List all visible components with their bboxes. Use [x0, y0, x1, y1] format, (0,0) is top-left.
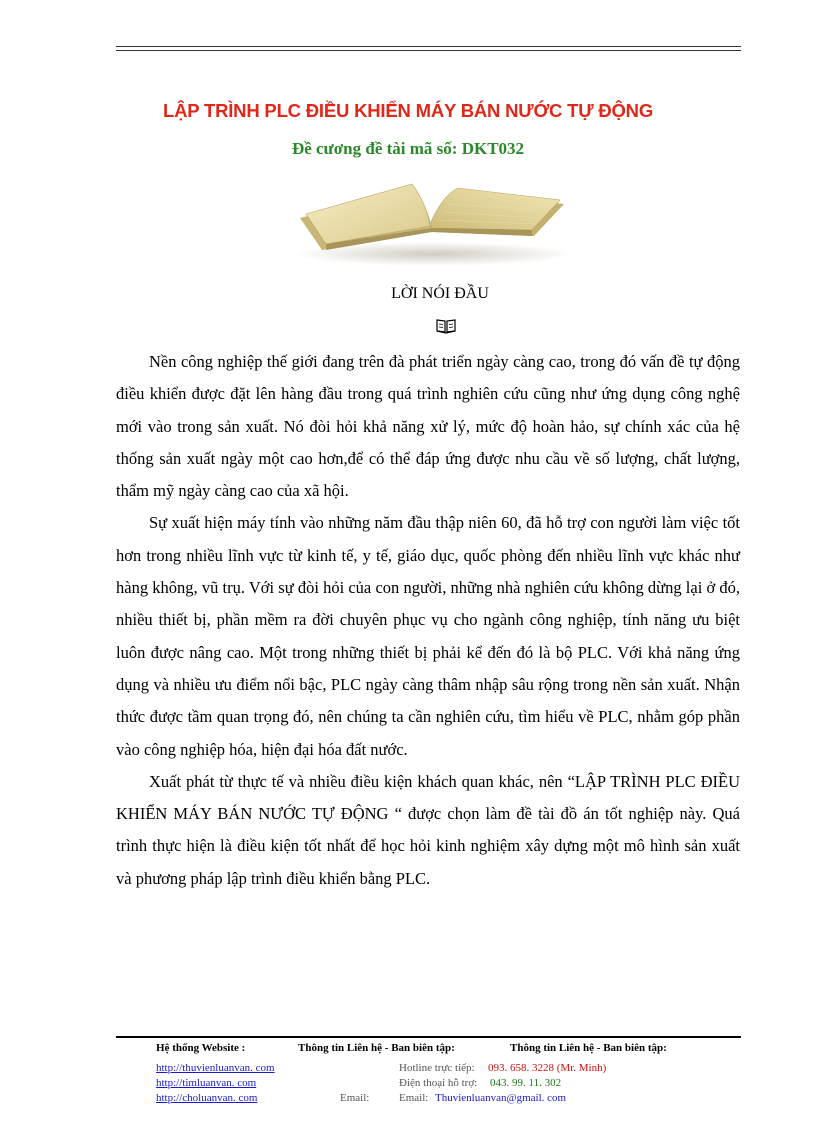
paragraph-2: Sự xuất hiện máy tính vào những năm đầu thập niên 60, đã hỗ trợ con người làm việc tốt hơn trong nhiều lĩnh vực từ kinh tế, y tế, giáo dục, quốc phòng đến nhiều lĩnh vực khác như hàng không, vũ trụ. Với sự đòi hỏi của con người, những nhà nghiên cứu không dừng lại ở đó, nhiều thiết bị, phần mềm ra đời chuyên phục vụ cho ngành công nghiệp, tính năng ưu biệt luôn được nâng cao. Một trong những thiết bị phải kể đến đó là bộ PLC. Với khả năng ứng dụng và nhiều ưu điểm nổi bậc, PLC ngày càng thâm nhập sâu rộng trong nền sản xuất. Nhận thức được tầm quan trọng đó, nên chúng ta cần nghiên cứu, tìm hiểu về PLC, nhằm góp phần vào công nghiệp hóa, hiện đại hóa đất nước. [116, 513, 740, 759]
hotline-label: Hotline trực tiếp: [399, 1062, 475, 1074]
website-link-2[interactable]: http://timluanvan. com [156, 1077, 257, 1089]
section-heading: LỜI NÓI ĐẦU [391, 285, 489, 302]
book-glyph-icon [436, 318, 456, 334]
email-value[interactable]: Thuvienluanvan@gmail. com [435, 1092, 567, 1104]
phone-label: Điện thoại hỗ trợ: [399, 1077, 478, 1089]
paragraph-3: Xuất phát từ thực tế và nhiều điều kiện khách quan khác, nên “LẬP TRÌNH PLC ĐIỀU KHIỂN MÁY BÁN NƯỚC TỰ ĐỘNG “ được chọn làm đề tài đồ án tốt nghiệp này. Quá trình thực hiện là điều kiện tốt nhất để học hỏi kinh nghiệm xây dựng một mô hình sản xuất và phương pháp lập trình điều khiển bằng PLC. [116, 771, 740, 888]
footer-contact-header-2: Thông tin Liên hệ - Ban biên tập: [510, 1042, 667, 1054]
website-link-1[interactable]: http://thuvienluanvan. com [156, 1062, 275, 1074]
page-footer [0, 1040, 816, 1120]
website-link-3[interactable]: http://choluanvan. com [156, 1092, 258, 1104]
body-text [116, 346, 740, 895]
document-title: LẬP TRÌNH PLC ĐIỀU KHIỂN MÁY BÁN NƯỚC TỰ ĐỘNG [162, 100, 654, 121]
header-rule-top [116, 46, 741, 47]
open-book-illustration [292, 174, 574, 266]
email-label-2: Email: [399, 1092, 429, 1104]
paragraph-1: Nền công nghiệp thế giới đang trên đà phát triển ngày càng cao, trong đó vấn đề tự động điều khiển được đặt lên hàng đầu trong quá trình nghiên cứu cũng như ứng dụng công nghệ mới vào trong sản xuất. Nó đòi hỏi khả năng xử lý, mức độ hoàn hảo, sự chính xác của hệ thống sản xuất ngày một cao hơn,để có thể đáp ứng được nhu cầu về số lượng, chất lượng, thẩm mỹ ngày càng cao của xã hội. [116, 352, 740, 501]
footer-websites-header: Hệ thống Website : [156, 1042, 246, 1054]
document-subtitle: Đề cương đề tài mã số: DKT032 [291, 139, 525, 158]
header-rule-bottom [116, 50, 741, 51]
footer-rule [116, 1036, 741, 1038]
footer-contact-header-1: Thông tin Liên hệ - Ban biên tập: [298, 1042, 455, 1054]
hotline-value: 093. 658. 3228 (Mr. Minh) [488, 1062, 607, 1074]
email-label-1: Email: [340, 1092, 370, 1104]
phone-value: 043. 99. 11. 302 [490, 1077, 562, 1089]
